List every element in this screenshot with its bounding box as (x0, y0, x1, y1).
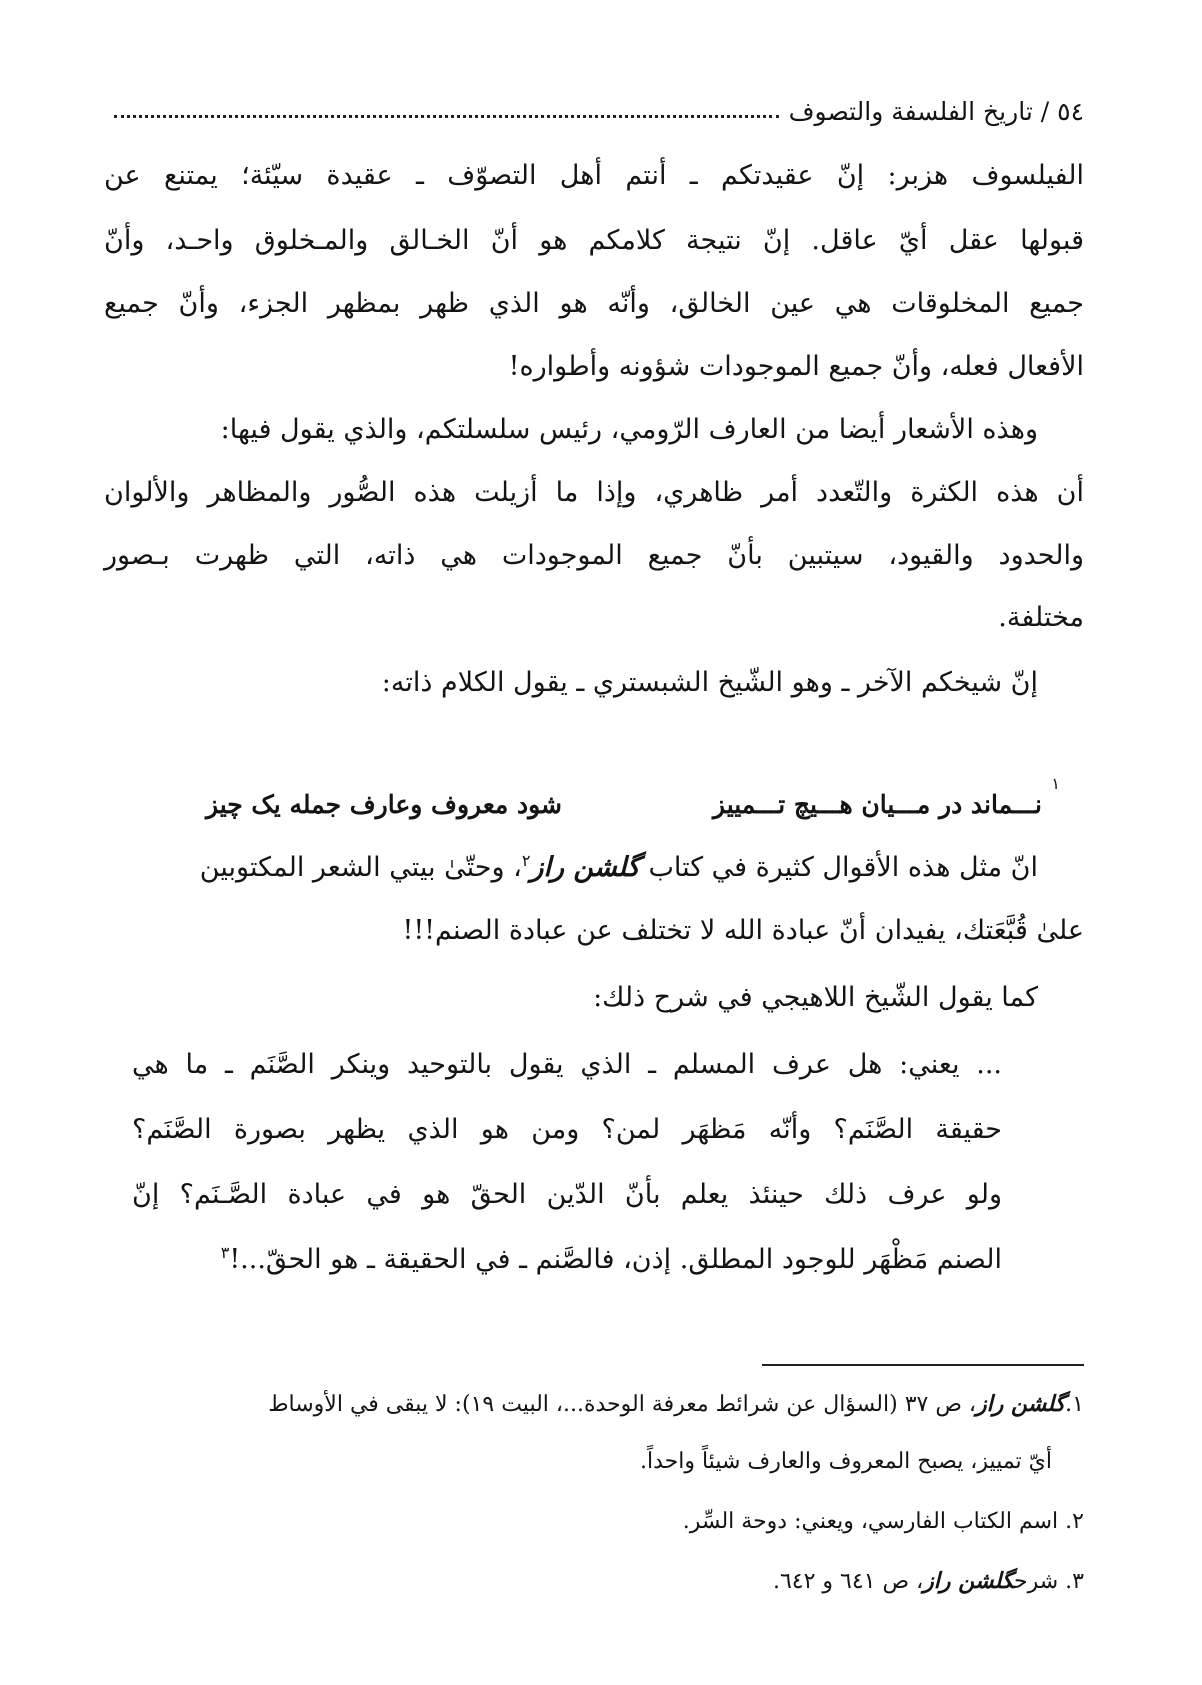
header-dotted-leader (114, 115, 779, 118)
paragraph-4-line-2: علىٰ قُبَّعَتك، يفيدان أنّ عبادة الله لا تختلف عن عبادة الصنم!!! (402, 915, 1084, 946)
verse-hemistich-2: شود معروف وعارف جمله يک چيز (205, 790, 562, 819)
paragraph-5: كما يقول الشّيخ اللاهيجي في شرح ذلك: (593, 982, 1038, 1013)
paragraph-1-line-2: قبولها عقل أيّ عاقل. إنّ نتيجة كلامكم هو أنّ الخـالق والمـخلوق واحـد، وأنّ (104, 225, 1084, 256)
paragraph-2-line-4: مختلفة. (998, 602, 1084, 633)
footnote-3-book: گلشن راز (923, 1568, 1014, 1594)
footnote-2 (683, 1506, 1084, 1538)
footnote-1-continuation: أيّ تمييز، يصبح المعروف والعارف شيئاً واحداً. (640, 1449, 1052, 1474)
quote-line-4-text: الصنم مَظْهَر للوجود المطلق. إذن، فالصَّنم ـ في الحقيقة ـ هو الحقّ...! (229, 1244, 1002, 1275)
quote-line-3: ولو عرف ذلك حينئذ يعلم بأنّ الدّين الحقّ هو في عبادة الصَّـنَم؟ إنّ (132, 1179, 1002, 1210)
paragraph-2-line-3: والحدود والقيود، سيتبين بأنّ جميع الموجودات هي ذاته، التي ظهرت بـصور (104, 540, 1084, 571)
book-title-gulshan-raz: گلشن راز (530, 852, 640, 883)
verse-hemistich-1: نـــماند در مـــيان هـــيچ تـــمييز (712, 790, 1042, 819)
footnote-1-text: ، ص ٣٧ (السؤال عن شرائط معرفة الوحدة...، البيت ١٩): لا يبقى في الأوساط (268, 1392, 977, 1417)
header-separator: / (1040, 97, 1050, 126)
footnote-2-text: اسم الكتاب الفارسي، ويعني: دوحة السِّر. (682, 1509, 1059, 1534)
running-header (114, 82, 1084, 126)
paragraph-2-line-1: وهذه الأشعار أيضا من العارف الرّومي، رئيس سلسلتكم، والذي يقول فيها: (220, 414, 1038, 445)
footnote-ref-2: ٢ (521, 851, 531, 870)
footnote-ref-3: ٣ (220, 1243, 230, 1262)
footnote-3-prefix: شرح (1014, 1569, 1059, 1594)
paragraph-3: إنّ شيخكم الآخر ـ وهو الشّيخ الشبستري ـ يقول الكلام ذاته: (381, 667, 1038, 698)
footnote-1-number: ١. (1065, 1392, 1084, 1417)
paragraph-1-line-3: جميع المخلوقات هي عين الخالق، وأنّه هو الذي ظهر بمظهر الجزء، وأنّ جميع (104, 288, 1084, 319)
paragraph-2-line-2: أن هذه الكثرة والتّعدد أمر ظاهري، وإذا ما أزيلت هذه الصُّور والمظاهر والألوان (104, 477, 1084, 508)
footnote-rule (762, 1364, 1084, 1366)
footnote-1 (268, 1388, 1084, 1421)
footnote-3 (773, 1565, 1084, 1598)
paragraph-1-line-1: الفيلسوف هزبر: إنّ عقيدتكم ـ أنتم أهل التصوّف ـ عقيدة سيّئة؛ يمتنع عن (104, 160, 1084, 191)
footnote-3-text: ، ص ٦٤١ و ٦٤٢. (772, 1569, 924, 1594)
quote-line-2: حقيقة الصَّنَم؟ وأنّه مَظهَر لمن؟ ومن هو الذي يظهر بصورة الصَّنَم؟ (132, 1114, 1002, 1145)
footnote-2-number: ٢. (1065, 1509, 1084, 1534)
quote-line-4 (221, 1240, 1002, 1280)
paragraph-1-line-4: الأفعال فعله، وأنّ جميع الموجودات شؤونه وأطواره! (508, 351, 1084, 382)
p4-text-end: ، وحتّىٰ بيتي الشعر المكتوبين (199, 852, 522, 883)
p4-text-start: انّ مثل هذه الأقوال كثيرة في كتاب (648, 852, 1038, 883)
page-number: ٥٤ (1057, 97, 1084, 126)
paragraph-4-line-1 (200, 848, 1038, 888)
footnote-3-number: ٣. (1065, 1569, 1084, 1594)
footnote-1-book: گلشن راز (976, 1391, 1066, 1417)
header-text (779, 97, 1084, 126)
persian-verse: ١ نـــماند در مـــيان هـــيچ تـــمييز شود معروف وعارف جمله يک چيز (205, 774, 1060, 819)
running-title: تاريخ الفلسفة والتصوف (788, 97, 1033, 126)
quote-line-1: ... يعني: هل عرف المسلم ـ الذي يقول بالتوحيد وينكر الصَّنَم ـ ما هي (132, 1049, 1002, 1080)
